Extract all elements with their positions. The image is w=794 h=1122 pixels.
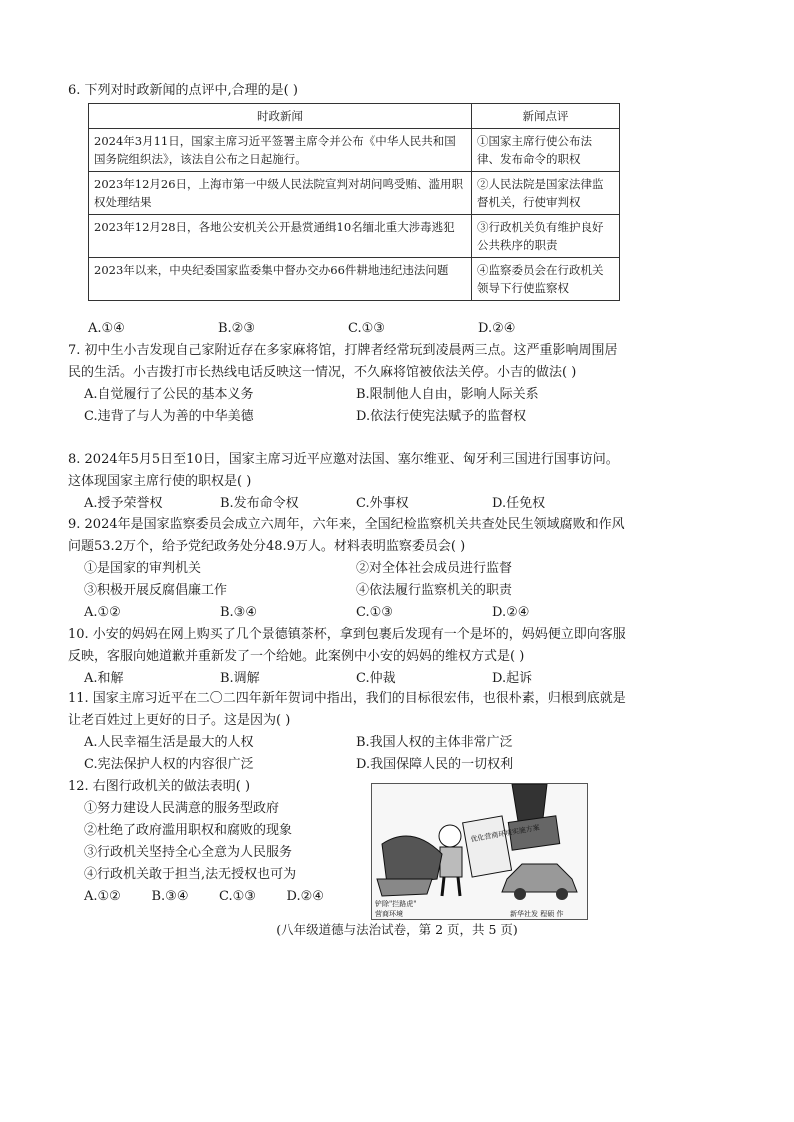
options <box>68 668 628 690</box>
option-b: B.发布命令权 <box>220 496 299 511</box>
option-b: B.③④ <box>151 889 189 904</box>
option-b: B.我国人权的主体非常广泛 <box>356 735 513 750</box>
table-row <box>89 215 620 258</box>
cartoon-credit: 新华社发 程硕 作 <box>510 910 564 918</box>
cartoon-drawing <box>372 784 587 919</box>
statement: ④行政机关敢于担当,法无授权也可为 <box>84 867 297 882</box>
option-d: D.起诉 <box>492 671 533 686</box>
statement: ②杜绝了政府滥用职权和腐败的现象 <box>84 823 293 838</box>
table-row <box>89 258 620 301</box>
question-6-options <box>88 318 608 340</box>
statement: ①是国家的审判机关 <box>84 561 202 576</box>
question-9 <box>68 514 628 624</box>
question-stem: 12. 右图行政机关的做法表明( ) <box>68 779 251 794</box>
option-a: A.①② <box>84 889 121 904</box>
comment-cell: ②人民法院是国家法律监督机关，行使审判权 <box>472 172 620 215</box>
question-stem: 8. 2024年5月5日至10日，国家主席习近平应邀对法国、塞尔维亚、匈牙利三国进行国事访问。这体现国家主席行使的职权是( ) <box>68 452 619 489</box>
table-row <box>89 172 620 215</box>
question-stem: 10. 小安的妈妈在网上购买了几个景德镇茶杯，拿到包裹后发现有一个是坏的，妈妈便立即向客服反映，客服向她道歉并重新发了一个给她。此案例中小安的妈妈的维权方式是( ) <box>68 627 626 664</box>
option-b: B.调解 <box>220 671 260 686</box>
options <box>68 384 628 428</box>
table-header-row <box>89 104 620 129</box>
option-d: D.依法行使宪法赋予的监督权 <box>356 409 527 424</box>
option-a: A.和解 <box>84 671 124 686</box>
table-header: 新闻点评 <box>472 104 620 129</box>
options <box>68 493 628 515</box>
statement: ④依法履行监察机关的职责 <box>356 583 513 598</box>
options <box>68 732 628 776</box>
news-table <box>88 103 620 301</box>
statement: ①努力建设人民满意的服务型政府 <box>84 801 280 816</box>
question-11 <box>68 688 628 776</box>
option-b: B.限制他人自由，影响人际关系 <box>356 387 539 402</box>
option-d: D.任免权 <box>492 496 546 511</box>
cartoon-illustration <box>371 783 588 920</box>
comment-cell: ③行政机关负有维护良好公共秩序的职责 <box>472 215 620 258</box>
statements <box>68 558 628 602</box>
option-d: D.②④ <box>478 321 516 336</box>
news-cell: 2023年12月28日，各地公安机关公开悬赏通缉10名缅北重大涉毒逃犯 <box>89 215 472 258</box>
option-c: C.①③ <box>356 605 393 620</box>
question-stem: 6. 下列对时政新闻的点评中,合理的是( ) <box>68 83 298 98</box>
option-c: C.①③ <box>219 889 256 904</box>
option-c: C.宪法保护人权的内容很广泛 <box>84 757 254 772</box>
option-d: D.②④ <box>286 889 324 904</box>
document-text: 优化营商环境实施方案 <box>469 823 541 844</box>
options <box>68 886 354 908</box>
question-stem: 9. 2024年是国家监察委员会成立六周年，六年来，全国纪检监察机关共查处民生领域腐败和作风问题53.2万个，给予党纪政务处分48.9万人。材料表明监察委员会( ) <box>68 517 625 554</box>
news-cell: 2024年3月11日，国家主席习近平签署主席令并公布《中华人民共和国国务院组织法》，该法自公布之日起施行。 <box>89 129 472 172</box>
table-row <box>89 129 620 172</box>
cartoon-caption: 营商环境 <box>375 910 403 918</box>
comment-cell: ①国家主席行使公布法律、发布命令的职权 <box>472 129 620 172</box>
option-d: D.我国保障人民的一切权利 <box>356 757 514 772</box>
statement: ③行政机关坚持全心全意为人民服务 <box>84 845 293 860</box>
statement: ②对全体社会成员进行监督 <box>356 561 513 576</box>
option-a: A.人民幸福生活是最大的人权 <box>84 735 254 750</box>
option-c: C.外事权 <box>356 496 409 511</box>
question-8 <box>68 449 628 515</box>
option-c: C.仲裁 <box>356 671 396 686</box>
option-a: A.①② <box>84 605 121 620</box>
options <box>68 602 628 624</box>
question-10 <box>68 624 628 690</box>
option-b: B.③④ <box>220 605 257 620</box>
statements <box>68 798 368 886</box>
question-6 <box>68 80 628 102</box>
table-header: 时政新闻 <box>89 104 472 129</box>
question-12 <box>68 776 368 908</box>
news-cell: 2023年以来，中央纪委国家监委集中督办交办66件耕地违纪违法问题 <box>89 258 472 301</box>
option-d: D.②④ <box>492 605 530 620</box>
question-stem: 11. 国家主席习近平在二〇二四年新年贺词中指出，我们的目标很宏伟，也很朴素，归根到底就是让老百姓过上更好的日子。这是因为( ) <box>68 691 626 728</box>
option-a: A.①④ <box>88 321 125 336</box>
option-a: A.自觉履行了公民的基本义务 <box>84 387 254 402</box>
option-a: A.授予荣誉权 <box>84 496 163 511</box>
cartoon-caption: 铲除"拦路虎" <box>375 900 417 908</box>
statement: ③积极开展反腐倡廉工作 <box>84 583 228 598</box>
news-cell: 2023年12月26日，上海市第一中级人民法院宣判对胡问鸣受贿、滥用职权处理结果 <box>89 172 472 215</box>
question-stem: 7. 初中生小吉发现自己家附近存在多家麻将馆，打牌者经常玩到凌晨两三点。这严重影响周围居民的生活。小吉拨打市长热线电话反映这一情况，不久麻将馆被依法关停。小吉的做法( ) <box>68 343 618 380</box>
comment-cell: ④监察委员会在行政机关领导下行使监察权 <box>472 258 620 301</box>
option-b: B.②③ <box>218 321 255 336</box>
option-c: C.①③ <box>348 321 385 336</box>
option-c: C.违背了与人为善的中华美德 <box>84 409 254 424</box>
page-footer: (八年级道德与法治试卷，第 2 页，共 5 页) <box>276 922 518 937</box>
question-7 <box>68 340 628 428</box>
